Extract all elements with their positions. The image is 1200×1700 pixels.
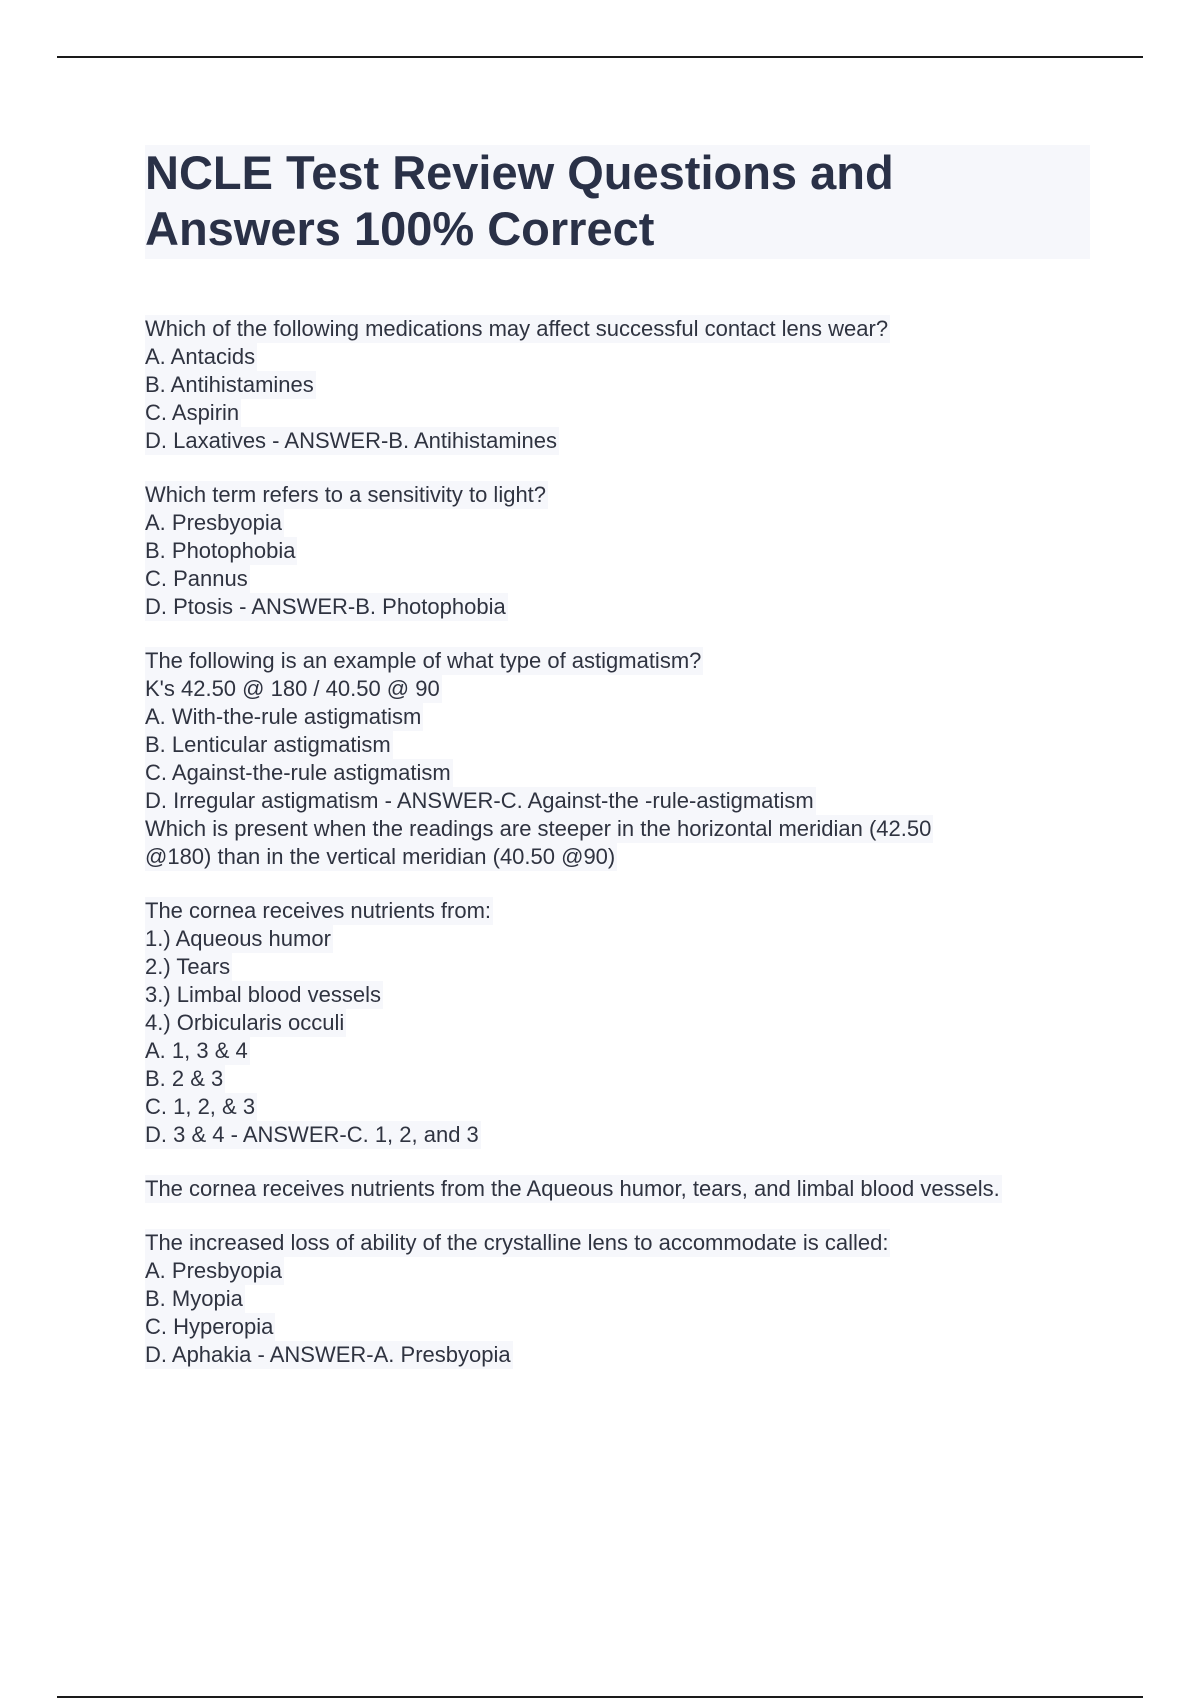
answer-option: A. Presbyopia (145, 510, 282, 535)
question-text: Which of the following medications may affect successful contact lens wear? (145, 316, 889, 341)
question-block-4 (145, 897, 1090, 1149)
answer-option: B. Myopia (145, 1286, 243, 1311)
question-text: The cornea receives nutrients from: (145, 898, 492, 923)
numbered-item: 4.) Orbicularis occuli (145, 1010, 345, 1035)
answer-option: B. 2 & 3 (145, 1066, 224, 1091)
answer-option: A. Antacids (145, 344, 256, 369)
page-top-rule (57, 56, 1143, 58)
answer-option: C. Aspirin (145, 400, 240, 425)
numbered-item: 3.) Limbal blood vessels (145, 982, 382, 1007)
title-line-1: NCLE Test Review Questions and (145, 146, 894, 199)
document-body (145, 145, 1090, 1395)
answer-option: C. Pannus (145, 566, 248, 591)
numbered-item: 1.) Aqueous humor (145, 926, 331, 951)
question-block-1 (145, 315, 1090, 455)
answer-option: A. 1, 3 & 4 (145, 1038, 248, 1063)
answer-option: B. Antihistamines (145, 372, 314, 397)
title-box (145, 145, 1090, 259)
answer-option-with-answer: D. 3 & 4 - ANSWER-C. 1, 2, and 3 (145, 1122, 479, 1147)
answer-option: A. With-the-rule astigmatism (145, 704, 422, 729)
answer-explanation: @180) than in the vertical meridian (40.50 @90) (145, 844, 616, 869)
answer-option: C. Against-the-rule astigmatism (145, 760, 451, 785)
explanation-block (145, 1175, 1090, 1203)
answer-option: B. Photophobia (145, 538, 296, 563)
question-block-2 (145, 481, 1090, 621)
question-block-5 (145, 1229, 1090, 1369)
answer-explanation: Which is present when the readings are steeper in the horizontal meridian (42.50 (145, 816, 932, 841)
answer-option: C. 1, 2, & 3 (145, 1094, 256, 1119)
question-block-3 (145, 647, 1090, 871)
question-detail: K's 42.50 @ 180 / 40.50 @ 90 (145, 676, 440, 701)
page-title (145, 145, 1090, 257)
answer-explanation: The cornea receives nutrients from the Aqueous humor, tears, and limbal blood vessels. (145, 1176, 1000, 1201)
answer-option-with-answer: D. Aphakia - ANSWER-A. Presbyopia (145, 1342, 511, 1367)
answer-option-with-answer: D. Irregular astigmatism - ANSWER-C. Against-the -rule-astigmatism (145, 788, 814, 813)
answer-option: A. Presbyopia (145, 1258, 282, 1283)
answer-option-with-answer: D. Ptosis - ANSWER-B. Photophobia (145, 594, 506, 619)
answer-option: C. Hyperopia (145, 1314, 274, 1339)
title-line-2: Answers 100% Correct (145, 202, 655, 255)
question-text: The following is an example of what type of astigmatism? (145, 648, 702, 673)
question-text: The increased loss of ability of the crystalline lens to accommodate is called: (145, 1230, 889, 1255)
numbered-item: 2.) Tears (145, 954, 231, 979)
question-text: Which term refers to a sensitivity to light? (145, 482, 547, 507)
answer-option: B. Lenticular astigmatism (145, 732, 391, 757)
answer-option-with-answer: D. Laxatives - ANSWER-B. Antihistamines (145, 428, 558, 453)
page-bottom-rule (57, 1696, 1143, 1698)
